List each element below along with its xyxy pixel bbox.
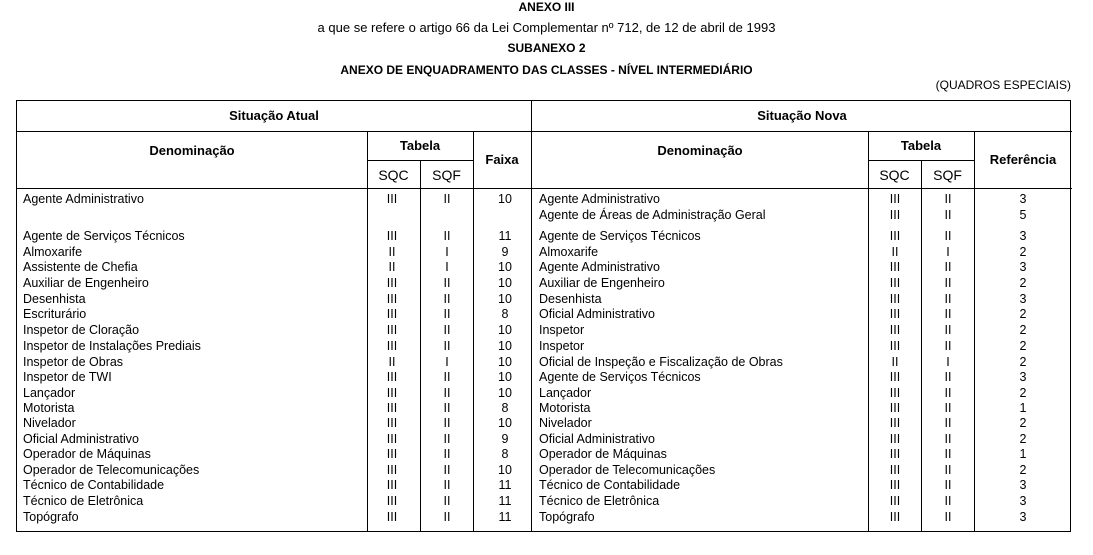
cur-sqc-cell: III: [386, 292, 398, 306]
faixa-cell: 8: [501, 447, 509, 461]
cur-sqc-cell: III: [386, 307, 398, 321]
cur-sqc-cell: III: [386, 370, 398, 384]
cur-sqf-cell: I: [445, 245, 449, 259]
classification-table: [16, 100, 1071, 532]
ref-cell: 3: [1019, 229, 1027, 243]
table-row: [17, 192, 1072, 207]
new-sqc-cell: II: [891, 245, 899, 259]
new-sqc-cell: III: [889, 401, 901, 415]
cur-sqc-cell: III: [386, 463, 398, 477]
cur-name-cell: Motorista: [23, 401, 75, 415]
ref-cell: 2: [1019, 307, 1027, 321]
cur-name-cell: Escriturário: [23, 307, 87, 321]
cur-sqc-cell: III: [386, 416, 398, 430]
table-row: [17, 208, 1072, 223]
faixa-cell: 11: [498, 510, 512, 524]
ref-cell: 2: [1019, 245, 1027, 259]
ref-cell: 2: [1019, 463, 1027, 477]
new-sqc-cell: III: [889, 386, 901, 400]
faixa-cell: 9: [501, 245, 509, 259]
cur-sqc-cell: III: [386, 478, 398, 492]
table-row: [17, 510, 1072, 525]
cur-sqf-cell: II: [443, 510, 451, 524]
table-row: [17, 447, 1072, 462]
cur-sqf-cell: II: [443, 494, 451, 508]
faixa-cell: 10: [498, 370, 512, 384]
ref-cell: 2: [1019, 355, 1027, 369]
ref-cell: 2: [1019, 432, 1027, 446]
new-sqf-cell: II: [944, 510, 952, 524]
ref-cell: 3: [1019, 370, 1027, 384]
ref-cell: 3: [1019, 192, 1027, 206]
table-row: [17, 432, 1072, 447]
new-sqf-cell: II: [944, 416, 952, 430]
new-sqf-cell: I: [946, 355, 950, 369]
cur-name-cell: Agente de Serviços Técnicos: [23, 229, 185, 243]
new-situation-header: Situação Nova: [757, 108, 847, 123]
faixa-cell: 10: [498, 416, 512, 430]
new-sqc-cell: III: [889, 478, 901, 492]
new-sqc-cell: III: [889, 260, 901, 274]
table-row: [17, 260, 1072, 275]
faixa-cell: 8: [501, 307, 509, 321]
new-sqc-cell: III: [889, 208, 901, 222]
cur-sqc-cell: III: [386, 192, 398, 206]
new-sqf-cell: II: [944, 478, 952, 492]
cur-sqc-cell: III: [386, 386, 398, 400]
subannex-title: SUBANEXO 2: [507, 41, 586, 55]
current-sqc-header: SQC: [378, 167, 409, 183]
cur-sqf-cell: II: [443, 447, 451, 461]
cur-name-cell: Lançador: [23, 386, 76, 400]
cur-name-cell: Oficial Administrativo: [23, 432, 140, 446]
new-name-cell: Agente de Áreas de Administração Geral: [539, 208, 766, 222]
cur-sqc-cell: II: [388, 245, 396, 259]
new-sqc-cell: III: [889, 323, 901, 337]
ref-cell: 2: [1019, 386, 1027, 400]
new-name-cell: Motorista: [539, 401, 591, 415]
cur-sqf-cell: I: [445, 355, 449, 369]
new-name-cell: Auxiliar de Engenheiro: [539, 276, 665, 290]
cur-sqc-cell: III: [386, 494, 398, 508]
cur-sqc-cell: III: [386, 339, 398, 353]
cur-sqf-cell: II: [443, 339, 451, 353]
faixa-header: Faixa: [485, 152, 519, 167]
new-sqf-cell: II: [944, 339, 952, 353]
new-sqf-cell: II: [944, 432, 952, 446]
new-sqc-cell: III: [889, 307, 901, 321]
ref-cell: 1: [1019, 447, 1027, 461]
new-name-cell: Técnico de Contabilidade: [539, 478, 681, 492]
table-row: [17, 355, 1072, 370]
new-sqc-cell: III: [889, 416, 901, 430]
table-row: [17, 416, 1072, 431]
current-tabela-header: Tabela: [399, 138, 441, 153]
new-name-cell: Nivelador: [539, 416, 592, 430]
cur-sqf-cell: II: [443, 386, 451, 400]
new-sqc-header: SQC: [879, 167, 910, 183]
faixa-cell: 10: [498, 323, 512, 337]
cur-name-cell: Técnico de Contabilidade: [23, 478, 165, 492]
cur-name-cell: Auxiliar de Engenheiro: [23, 276, 149, 290]
new-name-cell: Agente Administrativo: [539, 192, 660, 206]
cur-name-cell: Topógrafo: [23, 510, 79, 524]
cur-sqc-cell: III: [386, 510, 398, 524]
new-name-cell: Inspetor: [539, 323, 585, 337]
new-name-cell: Agente de Serviços Técnicos: [539, 229, 701, 243]
new-name-cell: Inspetor: [539, 339, 585, 353]
new-sqc-cell: III: [889, 432, 901, 446]
ref-cell: 2: [1019, 339, 1027, 353]
cur-sqf-cell: II: [443, 416, 451, 430]
current-sqf-header: SQF: [432, 167, 461, 183]
cur-sqf-cell: II: [443, 292, 451, 306]
cur-sqf-cell: II: [443, 370, 451, 384]
faixa-cell: 11: [498, 494, 512, 508]
cur-sqc-cell: III: [386, 432, 398, 446]
new-sqf-cell: I: [946, 245, 950, 259]
new-name-cell: Almoxarife: [539, 245, 599, 259]
new-sqc-cell: III: [889, 276, 901, 290]
new-sqf-cell: II: [944, 494, 952, 508]
cur-name-cell: Nivelador: [23, 416, 76, 430]
cur-sqf-cell: II: [443, 478, 451, 492]
cur-sqc-cell: III: [386, 276, 398, 290]
table-row: [17, 386, 1072, 401]
ref-cell: 3: [1019, 510, 1027, 524]
cur-name-cell: Operador de Máquinas: [23, 447, 151, 461]
new-sqf-cell: II: [944, 307, 952, 321]
cur-sqf-cell: II: [443, 229, 451, 243]
faixa-cell: 8: [501, 401, 509, 415]
faixa-cell: 10: [498, 463, 512, 477]
cur-name-cell: Almoxarife: [23, 245, 83, 259]
faixa-cell: 10: [498, 355, 512, 369]
new-sqf-cell: II: [944, 386, 952, 400]
faixa-cell: 10: [498, 192, 512, 206]
cur-name-cell: Inspetor de Instalações Prediais: [23, 339, 201, 353]
new-name-cell: Técnico de Eletrônica: [539, 494, 660, 508]
new-sqc-cell: III: [889, 229, 901, 243]
cur-sqc-cell: II: [388, 355, 396, 369]
faixa-cell: 10: [498, 260, 512, 274]
table-row: [17, 370, 1072, 385]
ref-cell: 5: [1019, 208, 1027, 222]
new-sqf-cell: II: [944, 463, 952, 477]
ref-cell: 2: [1019, 416, 1027, 430]
new-denominacao-header: Denominação: [657, 143, 743, 158]
table-row: [17, 307, 1072, 322]
cur-sqf-cell: II: [443, 307, 451, 321]
new-sqc-cell: III: [889, 292, 901, 306]
new-sqc-cell: III: [889, 370, 901, 384]
new-sqf-cell: II: [944, 208, 952, 222]
new-sqf-cell: II: [944, 229, 952, 243]
cur-sqf-cell: II: [443, 432, 451, 446]
table-row: [17, 245, 1072, 260]
cur-name-cell: Desenhista: [23, 292, 86, 306]
referencia-header: Referência: [989, 152, 1057, 167]
cur-sqf-cell: II: [443, 276, 451, 290]
ref-cell: 2: [1019, 276, 1027, 290]
ref-cell: 3: [1019, 478, 1027, 492]
cur-sqc-cell: III: [386, 323, 398, 337]
new-tabela-header: Tabela: [900, 138, 942, 153]
new-name-cell: Operador de Máquinas: [539, 447, 667, 461]
faixa-cell: 10: [498, 339, 512, 353]
cur-name-cell: Operador de Telecomunicações: [23, 463, 200, 477]
new-name-cell: Agente de Serviços Técnicos: [539, 370, 701, 384]
faixa-cell: 10: [498, 276, 512, 290]
cur-sqf-cell: II: [443, 323, 451, 337]
cur-sqc-cell: III: [386, 401, 398, 415]
cur-name-cell: Inspetor de Cloração: [23, 323, 140, 337]
new-name-cell: Agente Administrativo: [539, 260, 660, 274]
new-sqf-cell: II: [944, 323, 952, 337]
cur-sqc-cell: III: [386, 229, 398, 243]
annex-title: ANEXO III: [518, 0, 575, 14]
new-sqf-cell: II: [944, 447, 952, 461]
ref-cell: 3: [1019, 494, 1027, 508]
cur-name-cell: Inspetor de TWI: [23, 370, 112, 384]
new-sqf-header: SQF: [933, 167, 962, 183]
new-name-cell: Oficial Administrativo: [539, 432, 656, 446]
new-sqf-cell: II: [944, 192, 952, 206]
cur-name-cell: Inspetor de Obras: [23, 355, 124, 369]
new-name-cell: Oficial Administrativo: [539, 307, 656, 321]
faixa-cell: 9: [501, 432, 509, 446]
new-name-cell: Operador de Telecomunicações: [539, 463, 716, 477]
cur-sqf-cell: II: [443, 192, 451, 206]
cur-sqf-cell: II: [443, 401, 451, 415]
cur-name-cell: Assistente de Chefia: [23, 260, 138, 274]
table-row: [17, 323, 1072, 338]
new-sqf-cell: II: [944, 292, 952, 306]
new-sqc-cell: III: [889, 339, 901, 353]
ref-cell: 3: [1019, 292, 1027, 306]
new-sqc-cell: III: [889, 192, 901, 206]
faixa-cell: 11: [498, 478, 512, 492]
ref-cell: 1: [1019, 401, 1027, 415]
ref-cell: 2: [1019, 323, 1027, 337]
ref-cell: 3: [1019, 260, 1027, 274]
new-name-cell: Lançador: [539, 386, 592, 400]
new-name-cell: Oficial de Inspeção e Fiscalização de Obras: [539, 355, 783, 369]
table-row: [17, 276, 1072, 291]
table-row: [17, 478, 1072, 493]
new-sqc-cell: III: [889, 463, 901, 477]
faixa-cell: 10: [498, 386, 512, 400]
quadros-label: (QUADROS ESPECIAIS): [935, 78, 1071, 92]
new-sqc-cell: III: [889, 447, 901, 461]
new-sqc-cell: III: [889, 494, 901, 508]
cur-sqc-cell: II: [388, 260, 396, 274]
faixa-cell: 11: [498, 229, 512, 243]
table-row: [17, 463, 1072, 478]
current-denominacao-header: Denominação: [149, 143, 235, 158]
new-name-cell: Desenhista: [539, 292, 602, 306]
table-row: [17, 229, 1072, 244]
document-title: ANEXO DE ENQUADRAMENTO DAS CLASSES - NÍVEL INTERMEDIÁRIO: [340, 63, 753, 77]
table-row: [17, 339, 1072, 354]
new-sqf-cell: II: [944, 276, 952, 290]
new-sqc-cell: II: [891, 355, 899, 369]
new-sqf-cell: II: [944, 370, 952, 384]
faixa-cell: 10: [498, 292, 512, 306]
new-name-cell: Topógrafo: [539, 510, 595, 524]
table-row: [17, 292, 1072, 307]
table-row: [17, 401, 1072, 416]
cur-name-cell: Técnico de Eletrônica: [23, 494, 144, 508]
cur-sqf-cell: I: [445, 260, 449, 274]
table-row: [17, 494, 1072, 509]
cur-sqc-cell: III: [386, 447, 398, 461]
new-sqf-cell: II: [944, 401, 952, 415]
law-reference: a que se refere o artigo 66 da Lei Complementar nº 712, de 12 de abril de 1993: [317, 20, 776, 35]
new-sqf-cell: II: [944, 260, 952, 274]
current-situation-header: Situação Atual: [229, 108, 319, 123]
new-sqc-cell: III: [889, 510, 901, 524]
cur-name-cell: Agente Administrativo: [23, 192, 144, 206]
cur-sqf-cell: II: [443, 463, 451, 477]
